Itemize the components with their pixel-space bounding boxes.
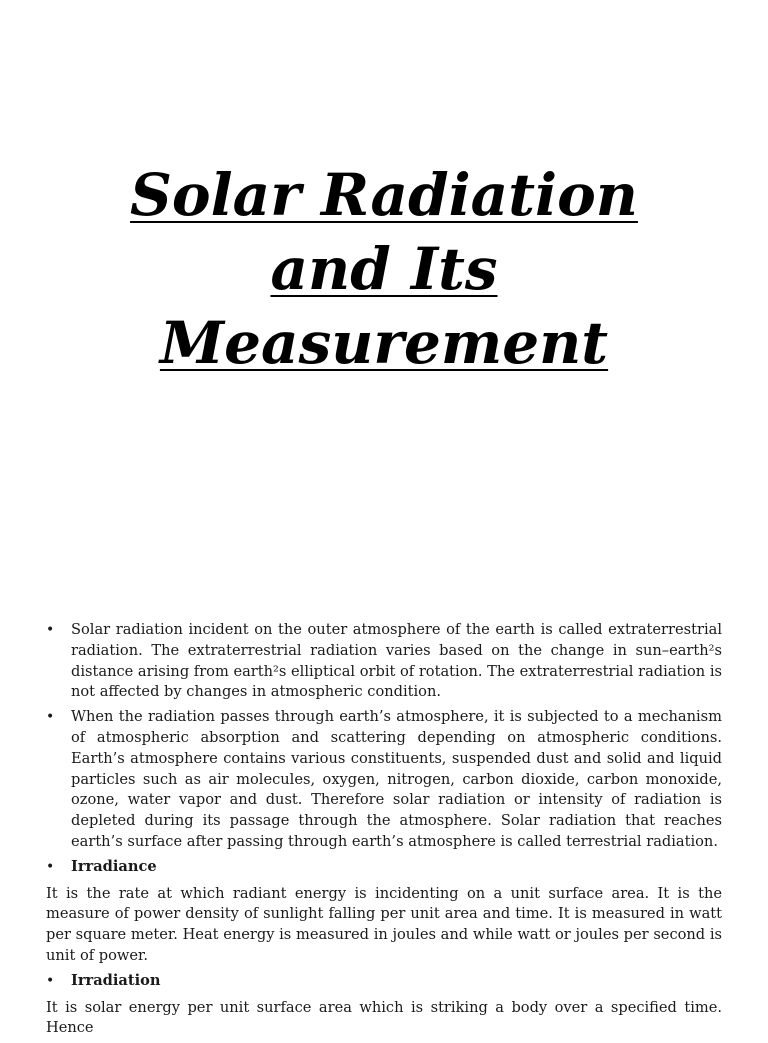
page-title — [0, 158, 768, 380]
bullet-icon: • — [46, 622, 55, 638]
bullet-icon: • — [46, 709, 55, 726]
section-heading-irradiation — [46, 971, 722, 992]
title-line-3: Measurement — [159, 309, 609, 377]
bullet-item — [46, 707, 722, 853]
section-paragraph: It is the rate at which radiant energy is incidenting on a unit surface area. It is the measure of power density of sunlight falling per unit area and time. It is measured in watt per square meter. Heat energy is measured in joules and while watt or joules per second is unit of power. — [46, 884, 722, 964]
title-line-2: and Its — [270, 235, 498, 303]
section-paragraph: It is solar energy per unit surface area which is striking a body over a specified time. Hence — [46, 998, 722, 1037]
section-heading-irradiance — [46, 857, 722, 878]
bullet-icon: • — [46, 858, 55, 875]
document-body — [46, 620, 722, 1043]
section-heading-label: Irradiance — [71, 857, 157, 875]
section-heading-label: Irradiation — [71, 971, 161, 989]
bullet-icon: • — [46, 972, 55, 989]
title-line-1: Solar Radiation — [130, 161, 638, 229]
bullet-text: Solar radiation incident on the outer atmosphere of the earth is called extraterrestrial radiation. The extraterrestrial radiation varies based on the change in sun–earth²s distance arising from earth²s elliptical orbit of rotation. The extraterrestrial radiation is not affected by changes in atmospheric condition. — [71, 621, 722, 701]
bullet-item — [46, 620, 722, 703]
bullet-text: When the radiation passes through earth’s atmosphere, it is subjected to a mechanism of atmospheric absorption and scattering depending on atmospheric conditions. Earth’s atmosphere contains various constituents, suspended dust and solid and liquid particles such as air molecules, oxygen, nitrogen, carbon dioxide, carbon monoxide, ozone, water vapor and dust. Therefore solar radiation or intensity of radiation is depleted during its passage through the atmosphere. Solar radiation that reaches earth’s surface after passing through earth’s atmosphere is called terrestrial radiation. — [71, 708, 722, 850]
